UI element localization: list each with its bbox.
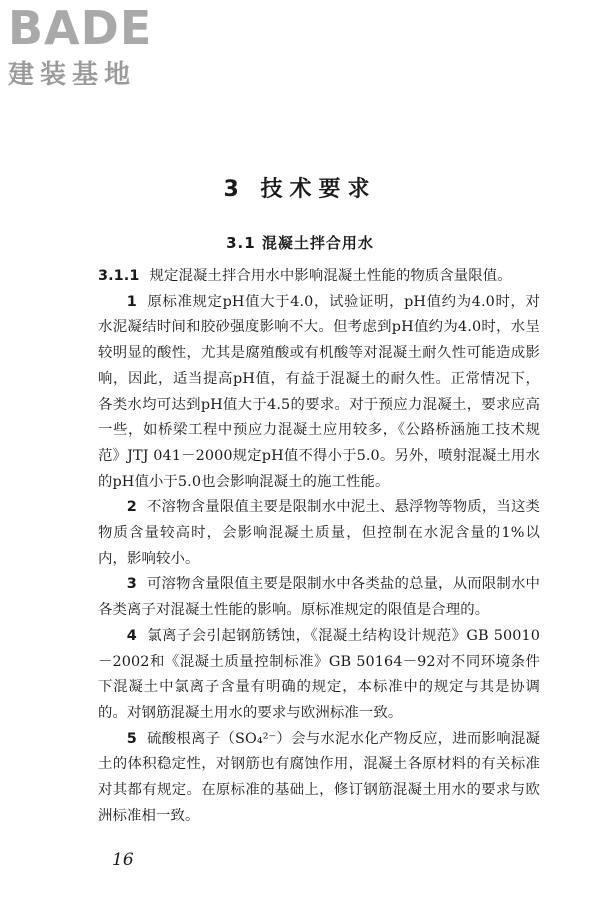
- item-text: 氯离子会引起钢筋锈蚀，《混凝土结构设计规范》GB 50010－2002和《混凝土质量控制标准》GB 50164－92对不同环境条件下混凝土中氯离子含量有明确的规定，本标准中的规定与其是协调的。对钢筋混凝土用水的要求与欧洲标准一致。: [98, 627, 540, 721]
- logo-wordmark: BADE: [8, 1, 153, 55]
- item-number: 4: [126, 627, 137, 644]
- item-number: 3: [126, 576, 137, 593]
- list-item: [98, 572, 540, 623]
- list-item: [98, 290, 540, 496]
- item-text: 可溶物含量限值主要是限制水中各类盐的总量，从而限制水中各类离子对混凝土性能的影响。原标准规定的限值是合理的。: [98, 576, 540, 619]
- item-number: 1: [126, 293, 137, 310]
- clause-number: 3.1.1: [98, 268, 140, 284]
- page-number: 16: [112, 850, 134, 870]
- list-item: [98, 727, 540, 830]
- chapter-title: 3 技术要求: [223, 177, 377, 202]
- item-text: 原标准规定pH值大于4.0，试验证明，pH值约为4.0时，对水泥凝结时间和胶砂强度影响不大。但考虑到pH值约为4.0时，水呈较明显的酸性，尤其是腐殖酸或有机酸等对混凝土耐久性可能造成影响，因此，适当提高pH值，有益于混凝土的耐久性。正常情况下，各类水均可达到pH值大于4.5的要求。对于预应力混凝土，要求应高一些，如桥梁工程中预应力混凝土应用较多，《公路桥涵施工技术规范》JTJ 041－2000规定pH值不得小于5.0。另外，喷射混凝土用水的pH值小于5.0也会影响混凝土的施工性能。: [98, 293, 540, 490]
- list-item: [98, 624, 540, 727]
- item-text: 不溶物含量限值主要是限制水中泥土、悬浮物等物质，当这类物质含量较高时，会影响混凝土质量，但控制在水泥含量的1%以内，影响较小。: [98, 499, 540, 567]
- item-text: 硫酸根离子（SO₄²⁻）会与水泥水化产物反应，进而影响混凝土的体积稳定性，对钢筋也有腐蚀作用，混凝土各原材料的有关标准对其都有规定。在原标准的基础上，修订钢筋混凝土用水的要求与欧洲标准相一致。: [98, 730, 540, 824]
- bade-logo: [8, 1, 178, 90]
- logo-chinese-text: 建装基地: [8, 60, 137, 90]
- clause-paragraph: [98, 264, 540, 290]
- section-title: 3.1 混凝土拌合用水: [226, 234, 374, 252]
- list-item: [98, 495, 540, 572]
- document-body: [98, 264, 540, 829]
- item-number: 5: [126, 730, 137, 747]
- clause-text: 规定混凝土拌合用水中影响混凝土性能的物质含量限值。: [149, 268, 512, 284]
- item-number: 2: [126, 499, 137, 516]
